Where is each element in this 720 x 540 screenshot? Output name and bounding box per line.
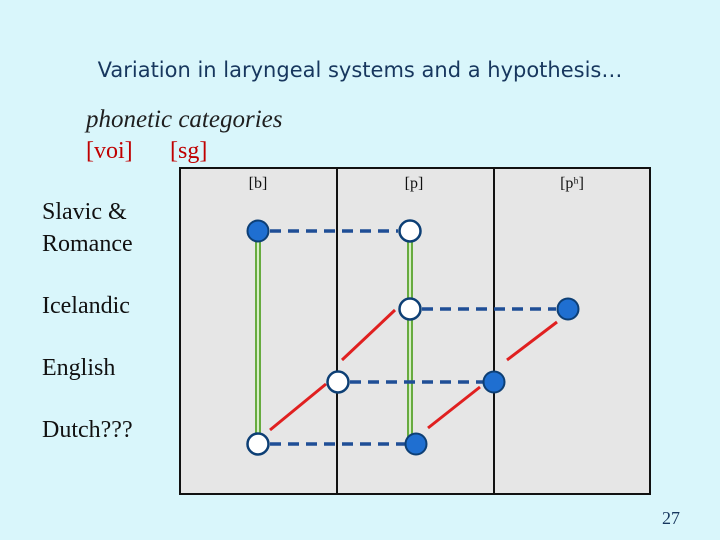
- slide-title: Variation in laryngeal systems and a hypothesis…: [97, 58, 623, 82]
- column-header-p: [p]: [404, 175, 424, 192]
- column-header-ph: [pʰ]: [560, 175, 584, 192]
- filled-node: [558, 299, 579, 320]
- subtitle: phonetic categories: [86, 106, 283, 133]
- filled-node: [248, 221, 269, 242]
- row-label-slavic-romance: Slavic & Romance: [42, 199, 133, 257]
- filled-node: [406, 434, 427, 455]
- row-label-english: English: [42, 355, 116, 381]
- column-header-b: [b]: [248, 175, 268, 192]
- open-node: [248, 434, 269, 455]
- open-node: [328, 372, 349, 393]
- filled-node: [484, 372, 505, 393]
- page-number: 27: [662, 508, 680, 528]
- voi-category-label: [voi]: [86, 138, 133, 164]
- row-label-dutch: Dutch???: [42, 417, 133, 443]
- sg-category-label: [sg]: [170, 138, 208, 164]
- open-node: [400, 299, 421, 320]
- open-node: [400, 221, 421, 242]
- row-label-icelandic: Icelandic: [42, 293, 130, 319]
